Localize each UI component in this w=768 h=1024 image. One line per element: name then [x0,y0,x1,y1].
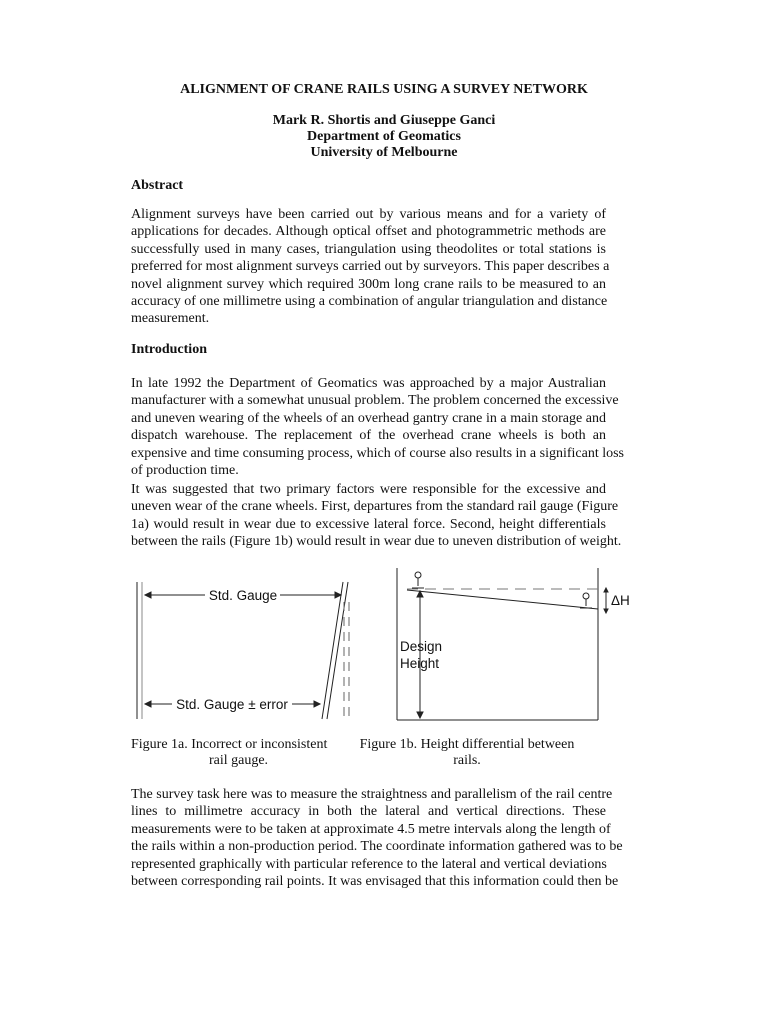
text-line: novel alignment survey which required 300m long crane rails to be measured to an [131,276,606,292]
text-line: between the rails (Figure 1b) would result in wear due to uneven distribution of weight. [131,534,622,550]
text-line: uneven wear of the crane wheels. First, departures from the standard rail gauge (Figure [131,499,619,515]
rail-icon-right [580,593,592,608]
figure-1a-caption [131,737,346,769]
text-line: measurements were to be taken at approximate 4.5 metre intervals along the length of [131,821,611,837]
text-line: In late 1992 the Department of Geomatics was approached by a major Australian [131,376,606,391]
text-line: preferred for most alignment surveys carried out by surveyors. This paper describes a [131,259,610,275]
height-label: Height [400,656,440,671]
text-line: The survey task here was to measure the straightness and parallelism of the rail centre [131,787,613,802]
text-line: applications for decades. Although optical offset and photogrammetric methods are [131,224,606,240]
text-line: lines to millimetre accuracy in both the lateral and vertical directions. These [131,804,606,820]
text-line: measurement. [131,311,210,327]
text-line: manufacturer with a somewhat unusual problem. The problem concerned the excessive [131,393,619,409]
text-line: dispatch warehouse. The replacement of the overhead crane wheels is both an [131,428,606,444]
std-gauge-error-label: Std. Gauge ± error [176,697,288,712]
std-gauge-label: Std. Gauge [208,588,278,603]
introduction-heading: Introduction [131,342,207,357]
delta-h-label: ΔH [611,593,630,608]
text-line: Alignment surveys have been carried out by various means and for a variety of [131,207,606,222]
text-line: represented graphically with particular reference to the lateral and vertical deviations [131,856,607,872]
text-line: successfully used in many cases, triangulation using theodolites or total stations is [131,241,606,257]
text-line: between corresponding rail points. It was envisaged that this information could then be [131,873,619,889]
caption-line: rail gauge. [208,753,269,768]
design-label: Design [400,639,443,654]
text-line: and uneven wearing of the wheels of an overhead gantry crane in a main storage and [131,410,606,426]
abstract-heading: Abstract [131,178,184,193]
caption-line: Figure 1a. Incorrect or inconsistent [131,737,328,752]
rail-icon-left [412,572,424,588]
intro-paragraph-3 [131,786,623,890]
caption-line: Figure 1b. Height differential between [359,737,575,752]
text-line: It was suggested that two primary factors were responsible for the excessive and [131,482,606,497]
text-line: the rails within a non-production period. The coordinate information gathered was to be [131,839,623,855]
department: Department of Geomatics [307,129,461,144]
text-line: accuracy of one millimetre using a combination of angular triangulation and distance [131,293,608,309]
text-line: expensive and time consuming process, which of course also results in a significant loss [131,445,625,461]
university: University of Melbourne [310,145,458,160]
caption-line: rails. [453,753,481,768]
figure-1b-caption [356,737,578,769]
paper-title: ALIGNMENT OF CRANE RAILS USING A SURVEY NETWORK [180,82,588,97]
authors: Mark R. Shortis and Giuseppe Ganci [272,113,496,128]
text-line: 1a) would result in wear due to excessive lateral force. Second, height differentials [131,516,606,532]
text-line: of production time. [131,462,239,478]
